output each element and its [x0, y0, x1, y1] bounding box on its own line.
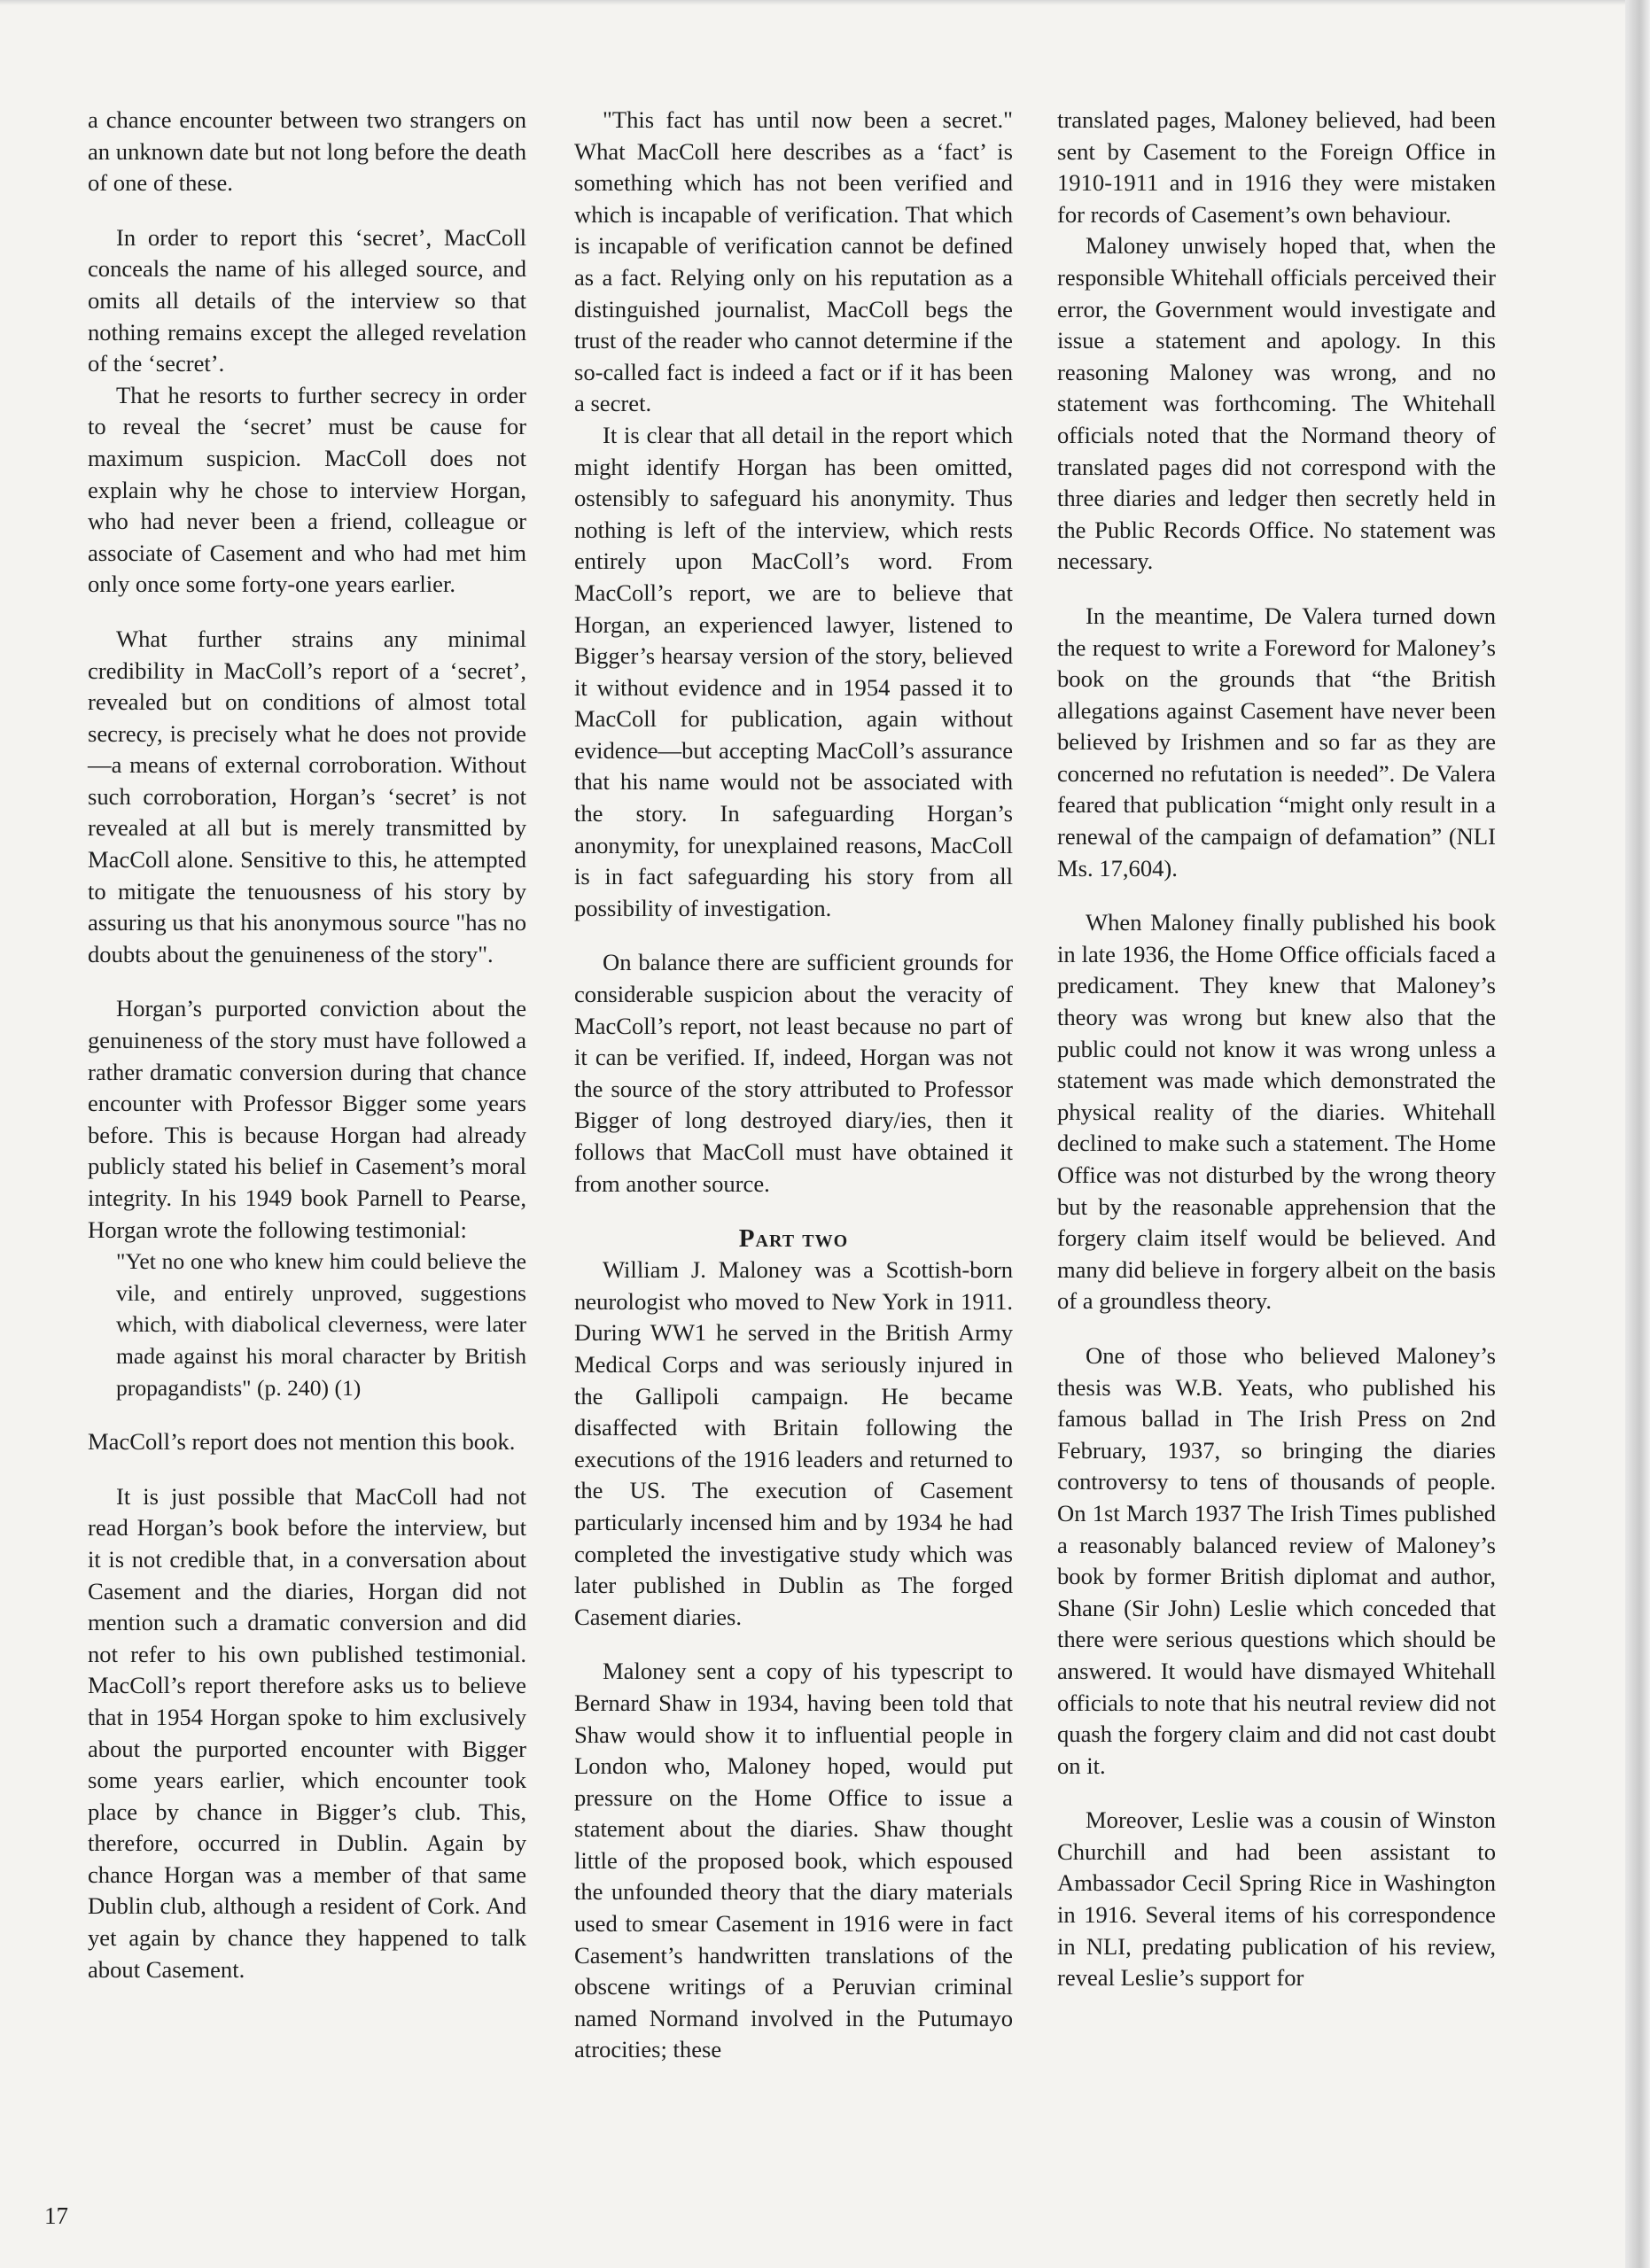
paragraph: On balance there are sufficient grounds for considerable suspicion about the veracity of MacColl’s report, not least because no part of it can be verified. If, indeed, Horgan was not the source of the story attributed to Professor Bigger of long destroyed diary/ies, then it follows that MacColl must have obtained it from another source. [574, 949, 1013, 1197]
block-quote: "Yet no one who knew him could believe the vile, and entirely unproved, suggestions which, with diabolical cleverness, were later made against his moral character by British propagandists" (p. 240) (1) [116, 1248, 526, 1401]
page-edge-shadow [1625, 0, 1650, 2268]
paragraph: translated pages, Maloney believed, had been sent by Casement to the Foreign Office in 1910-1911 and in 1916 they were mistaken for records of Casement’s own behaviour. [1057, 106, 1496, 228]
paragraph: That he resorts to further secrecy in order to reveal the ‘secret’ must be cause for maximum suspicion. MacColl does not explain why he chose to interview Horgan, who had never been a friend, colleague or associate of Casement and who had met him only once some forty-one years earlier. [88, 381, 526, 598]
paragraph: William J. Maloney was a Scottish-born neurologist who moved to New York in 1911. During WW1 he served in the British Army Medical Corps and was seriously injured in the Gallipoli campaign. He became disaffected with Britain following the executions of the 1916 leaders and returned to the US. The execution of Casement particularly incensed him and by 1934 he had completed the investigative study which was later published in Dublin as The forged Casement diaries. [574, 1256, 1013, 1630]
paragraph: In the meantime, De Valera turned down the request to write a Foreword for Maloney’s book on the grounds that “the British allegations against Casement have never been believed by Irishmen and so far as they are concerned no refutation is needed”. De Valera feared that publication “might only result in a renewal of the campaign of defamation” (NLI Ms. 17,604). [1057, 602, 1496, 882]
paragraph: One of those who believed Maloney’s thesis was W.B. Yeats, who published his famous ballad in The Irish Press on 2nd February, 1937, so bringing the diaries controversy to tens of thousands of people. On 1st March 1937 The Irish Times published a reasonably balanced review of Maloney’s book by former British diplomat and author, Shane (Sir John) Leslie which conceded that there were serious questions which should be answered. It would have dismayed Whitehall officials to note that his neutral review did not quash the forgery claim and did not cast doubt on it. [1057, 1341, 1496, 1779]
paragraph: Moreover, Leslie was a cousin of Winston Churchill and had been assistant to Ambassador Cecil Spring Rice in Washington in 1916. Several items of his correspondence in NLI, predating publication of his review, reveal Leslie’s support for [1057, 1806, 1496, 1992]
paragraph: MacColl’s report does not mention this book. [88, 1428, 516, 1456]
paragraph: "This fact has until now been a secret." What MacColl here describes as a ‘fact’ is something which has not been verified and which is incapable of verification. That which is incapable of verification cannot be defined as a fact. Relying only on his reputation as a distinguished journalist, MacColl begs the trust of the reader who cannot determine if the so-called fact is indeed a fact or if it has been a secret. [574, 106, 1013, 417]
paragraph: Maloney sent a copy of his typescript to Bernard Shaw in 1934, having been told that Shaw would show it to influential people in London who, Maloney hoped, would put pressure on the Home Office to issue a statement about the diaries. Shaw thought little of the proposed book, which espoused the unfounded theory that the diary materials used to smear Casement in 1916 were in fact Casement’s handwritten translations of the obscene writings of a Peruvian criminal named Normand involved in the Putumayo atrocities; these [574, 1658, 1013, 2063]
paragraph: It is just possible that MacColl had not read Horgan’s book before the interview, but it is not credible that, in a conversation about Casement and the diaries, Horgan did not mention such a dramatic conversion and did not refer to his own published testimonial. MacColl’s report therefore asks us to believe that in 1954 Horgan spoke to him exclusively about the purported encounter with Bigger some years earlier, which encounter took place by chance in Bigger’s club. This, therefore, occurred in Dublin. Again by chance Horgan was a member of that same Dublin club, although a resident of Cork. And yet again by chance they happened to talk about Casement. [88, 1482, 526, 1983]
paragraph: Horgan’s purported conviction about the genuineness of the story must have followed a rather dramatic conversion during that chance encounter with Professor Bigger some years before. This is because Horgan had already publicly stated his belief in Casement’s moral integrity. In his 1949 book Parnell to Pearse, Horgan wrote the following testimonial: [88, 995, 526, 1243]
paragraph: a chance encounter between two strangers on an unknown date but not long before the death of one of these. [88, 106, 526, 197]
section-heading: Part two [738, 1224, 849, 1254]
paragraph: Maloney unwisely hoped that, when the responsible Whitehall officials perceived their error, the Government would investigate and issue a statement and apology. In this reasoning Maloney was wrong, and no statement was forthcoming. The Whitehall officials noted that the Normand theory of translated pages did not correspond with the three diaries and ledger then secretly held in the Public Records Office. No statement was necessary. [1057, 232, 1496, 575]
page-top-shadow [0, 0, 1625, 5]
paragraph: When Maloney finally published his book in late 1936, the Home Office officials faced a predicament. They knew that Maloney’s theory was wrong but knew also that the public could not know it was wrong unless a statement was made which demonstrated the physical reality of the diaries. Whitehall declined to make such a statement. The Home Office was not disturbed by the wrong theory but by the reasonable apprehension that the forgery claim itself would be believed. And many did believe in forgery albeit on the basis of a groundless theory. [1057, 909, 1496, 1315]
page-number: 17 [44, 2202, 68, 2229]
text-column-3 [1057, 105, 1496, 1994]
paragraph: In order to report this ‘secret’, MacColl conceals the name of his alleged source, and omits all details of the interview so that nothing remains except the alleged revelation of the ‘secret’. [88, 223, 526, 377]
text-column-1 [88, 105, 526, 1985]
text-column-2 [574, 105, 1013, 2066]
paragraph: What further strains any minimal credibility in MacColl’s report of a ‘secret’, revealed but on conditions of almost total secrecy, is precisely what he does not provide—a means of external corroboration. Without such corroboration, Horgan’s ‘secret’ is not revealed at all but is merely transmitted by MacColl alone. Sensitive to this, he attempted to mitigate the tenuousness of his story by assuring us that his anonymous source "has no doubts about the genuineness of the story". [88, 625, 526, 967]
paragraph: It is clear that all detail in the report which might identify Horgan has been omitted, ostensibly to safeguard his anonymity. Thus nothing is left of the interview, which rests entirely upon MacColl’s word. From MacColl’s report, we are to believe that Horgan, an experienced lawyer, listened to Bigger’s hearsay version of the story, believed it without evidence and in 1954 passed it to MacColl for publication, again without evidence—but accepting MacColl’s assurance that his name would not be associated with the story. In safeguarding Horgan’s anonymity, for unexplained reasons, MacColl is in fact safeguarding his story from all possibility of investigation. [574, 421, 1013, 921]
